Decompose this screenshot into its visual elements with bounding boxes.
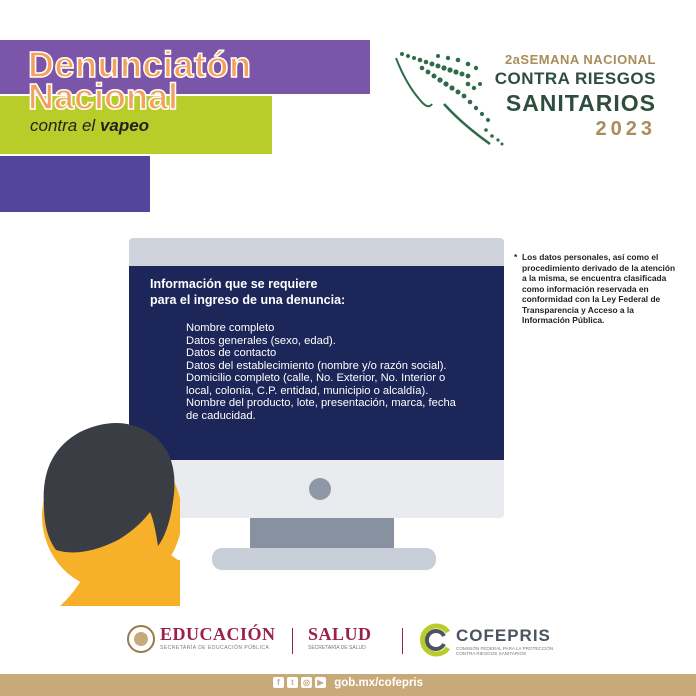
footer-divider — [402, 628, 403, 654]
cofepris-logo — [456, 626, 553, 656]
brand-subtitle — [30, 116, 149, 136]
social-icons — [273, 677, 326, 688]
monitor-power-icon — [309, 478, 331, 500]
list-item: Nombre del producto, lote, presentación, marca, fecha de caducidad. — [186, 397, 456, 422]
required-info-list — [186, 322, 471, 422]
brand-title-line1: Denunciatón — [28, 44, 252, 85]
list-item: Nombre completo — [186, 322, 275, 334]
screen-heading-line2: para el ingreso de una denuncia: — [150, 293, 346, 307]
educacion-logo — [160, 624, 276, 651]
gobierno-seal-icon — [126, 624, 156, 654]
salud-label: SALUD — [308, 624, 372, 644]
list-item: Domicilio completo (calle, No. Exterior, No. Interior o local, colonia, C.P. entidad, municipio o alcaldía). — [186, 372, 446, 397]
cofepris-subtitle-1: COMISIÓN FEDERAL PARA LA PROTECCIÓN — [456, 646, 554, 651]
note-asterisk: * — [514, 252, 518, 262]
mexico-map-logo-icon — [392, 44, 510, 152]
brand-subtitle-prefix: contra el — [30, 116, 96, 135]
brand-title-line2: Nacional — [28, 76, 179, 117]
footer-links — [0, 677, 696, 689]
footer-url-link[interactable]: gob.mx/cofepris — [334, 677, 424, 689]
cofepris-label: COFEPRIS — [456, 626, 551, 645]
semana-line1-rest: SEMANA NACIONAL — [520, 52, 656, 67]
person-illustration — [30, 410, 180, 606]
screen-heading-line1: Información que se requiere — [150, 277, 318, 291]
semana-line2: CONTRA RIESGOS — [494, 69, 656, 88]
semana-line1 — [495, 52, 656, 67]
youtube-icon[interactable]: ▶ — [315, 677, 326, 688]
monitor-base — [212, 548, 436, 570]
educacion-label: EDUCACIÓN — [160, 624, 276, 644]
salud-subtitle: SECRETARÍA DE SALUD — [308, 645, 366, 651]
list-item: Datos de contacto — [186, 347, 277, 359]
list-item: Datos del establecimiento (nombre y/o razón social). — [186, 359, 447, 372]
brand-subtitle-bold: vapeo — [99, 116, 150, 135]
semana-line1-prefix: 2a — [504, 52, 521, 67]
semana-nacional-title — [495, 52, 656, 141]
instagram-icon[interactable]: ◎ — [301, 677, 312, 688]
educacion-subtitle: SECRETARÍA DE EDUCACIÓN PÚBLICA — [160, 645, 270, 651]
note-text: Los datos personales, así como el procedimiento derivado de la atención a la misma, se encuentra clasificada como información reservada en conformidad con la Ley Federal de Transparencia y Acceso a la Información Pública. — [522, 252, 676, 325]
footer-divider — [292, 628, 293, 654]
cofepris-emblem-icon — [418, 622, 454, 658]
monitor-top-bezel — [129, 238, 504, 266]
twitter-icon[interactable]: t — [287, 677, 298, 688]
cofepris-subtitle-2: CONTRA RIESGOS SANITARIOS — [456, 651, 527, 656]
monitor-stand — [250, 518, 394, 552]
semana-line3: SANITARIOS — [505, 90, 656, 116]
brand-band-indigo — [0, 156, 150, 212]
list-item: Datos generales (sexo, edad). — [186, 334, 336, 347]
privacy-note — [514, 252, 682, 326]
screen-heading — [150, 276, 450, 308]
salud-logo — [308, 624, 372, 651]
semana-year: 2023 — [595, 118, 656, 140]
facebook-icon[interactable]: f — [273, 677, 284, 688]
